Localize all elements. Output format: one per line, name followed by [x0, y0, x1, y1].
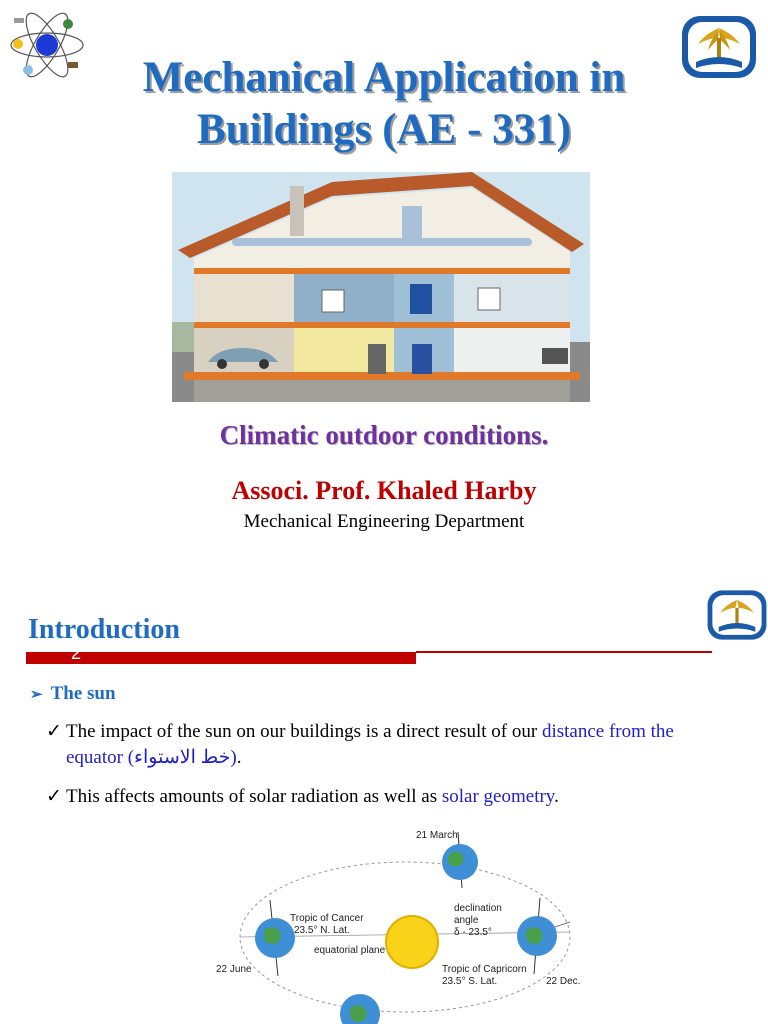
label-equatorial-plane: equatorial plane [314, 945, 386, 956]
label-tropic-cancer: Tropic of Cancer [290, 913, 364, 924]
earth-sept-icon [340, 994, 380, 1024]
label-cancer-lat: 23.5° N. Lat. [294, 925, 350, 936]
label-22-dec: 22 Dec. [546, 976, 581, 987]
check2-text: This affects amounts of solar radiation as well as [66, 786, 442, 807]
check1-arabic: (خط الاستواء) [127, 747, 237, 768]
heading-underline-bar [26, 652, 416, 664]
check1-text: The impact of the sun on our buildings is a direct result of our [66, 721, 542, 742]
label-tropic-capricorn: Tropic of Capricorn [442, 964, 527, 975]
sun-icon [386, 916, 438, 968]
earth-dec-icon [517, 898, 557, 974]
checkmark-icon: ✓ [46, 786, 62, 807]
department: Mechanical Engineering Department [243, 511, 525, 532]
earth-orbit-diagram [210, 822, 590, 1024]
bullet-label: The sun [50, 683, 116, 704]
check2-end: . [554, 786, 559, 807]
bullet-the-sun [30, 683, 116, 705]
label-declination: declination [454, 903, 502, 914]
check2-highlight: solar geometry [441, 786, 555, 807]
university-logo-icon [706, 587, 768, 643]
check-item-solar [46, 784, 756, 810]
check-item-distance [46, 719, 756, 771]
label-angle: angle [454, 915, 479, 926]
main-title-line1: Mechanical Application in [142, 54, 626, 101]
check1-highlight2: equator [66, 747, 123, 768]
heading-underline-line [416, 651, 712, 653]
checkmark-icon: ✓ [46, 721, 62, 742]
slide-number: 2 [71, 643, 82, 663]
label-21-march: 21 March [416, 830, 458, 841]
earth-june-icon [255, 900, 295, 976]
label-delta: δ - 23.5° [454, 927, 492, 938]
check1-end: . [236, 747, 242, 768]
author-name: Associ. Prof. Khaled Harby [231, 476, 537, 505]
subtitle: Climatic outdoor conditions. [219, 420, 549, 450]
main-title [0, 52, 768, 156]
label-22-june: 22 June [216, 964, 252, 975]
arrow-bullet-icon: ➢ [30, 687, 43, 703]
main-title-line2: Buildings (AE - 331) [197, 106, 571, 153]
house-hvac-illustration [172, 172, 590, 402]
check1-highlight1: distance from the [541, 721, 674, 742]
section-heading: Introduction [28, 614, 180, 645]
label-capricorn-lat: 23.5° S. Lat. [442, 976, 498, 987]
